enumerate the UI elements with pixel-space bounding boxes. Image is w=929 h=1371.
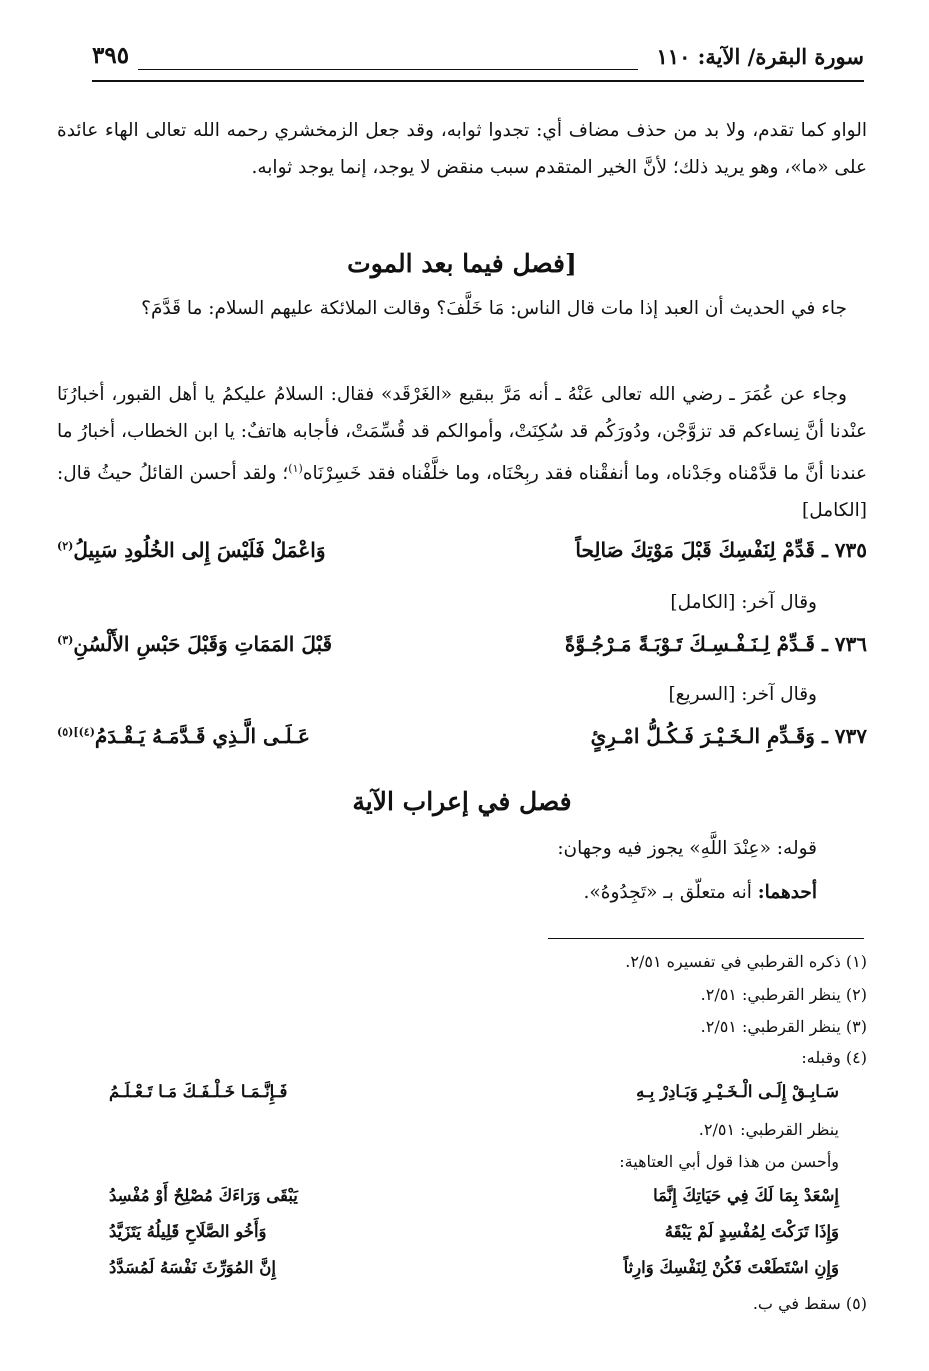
header-rule <box>138 69 638 70</box>
umar-paragraph <box>57 376 867 529</box>
hemistich-first: إِسْعَدْ بِمَا لَكَ فِي حَيَاتِكَ إِنَّمَا <box>653 1186 839 1205</box>
hemistich-second: يَبْقَى وَرَاءَكَ مُصْلِحٌ أَوْ مُفْسِدُ <box>109 1186 298 1205</box>
hemistich-second: فَـإِنَّـمَـا خَـلْـفَـكَ مَـا تَـعْـلَـمُ <box>109 1082 288 1101</box>
footnote-ref-5: ](٥) <box>57 725 79 739</box>
hemistich-text: وَاعْمَلْ فَلَيْسَ إِلى الخُلُودِ سَبِيلُ <box>73 538 326 562</box>
section-heading-grammar: فصل في إعراب الآية <box>352 787 572 816</box>
hemistich-text: قَبْلَ المَمَاتِ وَقَبْلَ حَبْسِ الأَلْسُنِ <box>73 632 333 656</box>
footnote-2: (٢) ينظر القرطبي: ٢/٥١. <box>700 985 867 1004</box>
hadith-paragraph: جاء في الحديث أن العبد إذا مات قال الناس: مَا خَلَّفَ؟ وقالت الملائكة عليهم السلام: ما قَدَّمَ؟ <box>141 298 847 319</box>
footnote-4-verse-a <box>109 1184 839 1216</box>
page-header <box>92 40 864 82</box>
footnote-4-verse-c <box>109 1256 839 1288</box>
footnote-separator <box>548 938 864 939</box>
footnote-4: (٤) وقبله: <box>801 1048 867 1067</box>
page-number: ٣٩٥ <box>92 42 130 69</box>
footnote-5: (٥) سقط في ب. <box>752 1294 867 1313</box>
umar-paragraph-text: وجاء عن عُمَرَ ـ رضي الله تعالى عَنْهُ ـ أنه مَرَّ ببقيع «الغَرْقَد» فقال: السلامُ عليكمُ يا أهل القبور، أخبارُنَا عنْدنا أنَّ نِساءكم قد تزوَّجْن، ودُورَكُم قد سُكِنَتْ، وأموالكم قد قُسِّمَتْ، فأجابه هاتفٌ: يا ابن الخطاب، أخبارُ ما عندنا أنَّ ما قدَّمْناه وجَدْناه، وما أنفقْناه فقد ربِحْنَاه، وما خلَّفْناه فقد خَسِرْنَاه <box>57 384 867 485</box>
hemistich-second: وَأَخُو الصَّلَاحِ قَلِيلُهُ يَتَزَيَّدُ <box>109 1222 267 1241</box>
intro-paragraph: الواو كما تقدم، ولا بد من حذف مضاف أي: تجدوا ثوابه، وقد جعل الزمخشري رحمه الله تعالى الهاء عائدة على «ما»، وهو يريد ذلك؛ لأنَّ الخير المتقدم سبب منقض لا يوجد، إنما يوجد ثوابه. <box>57 120 867 178</box>
footnote-ref-2: (٢) <box>57 539 74 553</box>
footnote-1: (١) ذكره القرطبي في تفسيره ٢/٥١. <box>625 952 867 971</box>
umar-paragraph-tail: ؛ ولقد أحسن القائلُ حيثُ قال: [الكامل] <box>57 463 867 522</box>
verse-intro-sari: وقال آخر: [السريع] <box>668 684 817 705</box>
footnote-4-ref: ينظر القرطبي: ٢/٥١. <box>698 1120 839 1139</box>
grammar-line-2 <box>57 876 867 910</box>
verse-736-first-hemistich <box>565 632 867 656</box>
footnote-ref-3: (٣) <box>57 633 74 647</box>
verse-number: ٧٣٧ ـ <box>821 724 867 748</box>
verse-735 <box>57 532 867 574</box>
hemistich-text: وَقَـدِّمِ الـخَـيْـرَ فَـكُـلُّ امْـرِئٍ <box>590 724 815 748</box>
footnote-4-more: وأحسن من هذا قول أبي العتاهية: <box>619 1152 839 1171</box>
running-title: سورة البقرة/ الآية: ١١٠ <box>656 44 864 69</box>
footnote-4-verse-b <box>109 1220 839 1252</box>
grammar-line-1: قوله: «عِنْدَ اللَّهِ» يجوز فيه وجهان: <box>557 838 817 859</box>
verse-736 <box>57 626 867 668</box>
first-aspect-label: أحدهما: <box>757 882 817 903</box>
footnote-3: (٣) ينظر القرطبي: ٢/٥١. <box>700 1017 867 1036</box>
verse-intro-kamil: وقال آخر: [الكامل] <box>670 592 817 613</box>
first-aspect-text: أنه متعلّق بـ «تَجِدُوهُ». <box>583 882 752 903</box>
verse-735-second-hemistich <box>57 538 326 562</box>
verse-735-first-hemistich <box>575 538 867 562</box>
hemistich-first: وَإِذَا تَرَكْتَ لِمُفْسِدٍ لَمْ يَبْقَهُ <box>664 1222 839 1241</box>
verse-737-first-hemistich <box>591 724 867 748</box>
hemistich-text: قَـدِّمْ لِـنَـفْـسِـكَ تَـوْبَـةً مَـرْجُـوَّةً <box>564 632 815 656</box>
verse-737-second-hemistich <box>57 724 310 748</box>
footnote-4-verse <box>109 1080 839 1112</box>
hemistich-second: إِنَّ المُوَرِّثَ نَفْسَهُ لَمُسَدَّدُ <box>109 1258 276 1277</box>
hemistich-text: عَـلَـى الَّـذِي قَـدَّمَـهُ يَـقْـدَمُ <box>94 724 310 748</box>
verse-736-second-hemistich <box>57 632 332 656</box>
hemistich-first: سَـابِـقْ إِلَـى الْـخَـيْـرِ وَبَـادِرْ بِـهِ <box>636 1082 839 1101</box>
footnote-ref-1: (١) <box>288 462 303 475</box>
footnote-ref-4: (٤) <box>78 725 95 739</box>
section-heading-after-death: [فصل فيما بعد الموت <box>347 249 577 278</box>
verse-737 <box>57 718 867 760</box>
hemistich-text: قَدِّمْ لِنَفْسِكَ قَبْلَ مَوْتِكَ صَالِحاً <box>575 538 815 562</box>
verse-number: ٧٣٥ ـ <box>821 538 867 562</box>
hemistich-first: وَإِنِ اسْتَطَعْتَ فَكُنْ لِنَفْسِكَ وَارِثاً <box>623 1258 839 1277</box>
verse-number: ٧٣٦ ـ <box>821 632 867 656</box>
